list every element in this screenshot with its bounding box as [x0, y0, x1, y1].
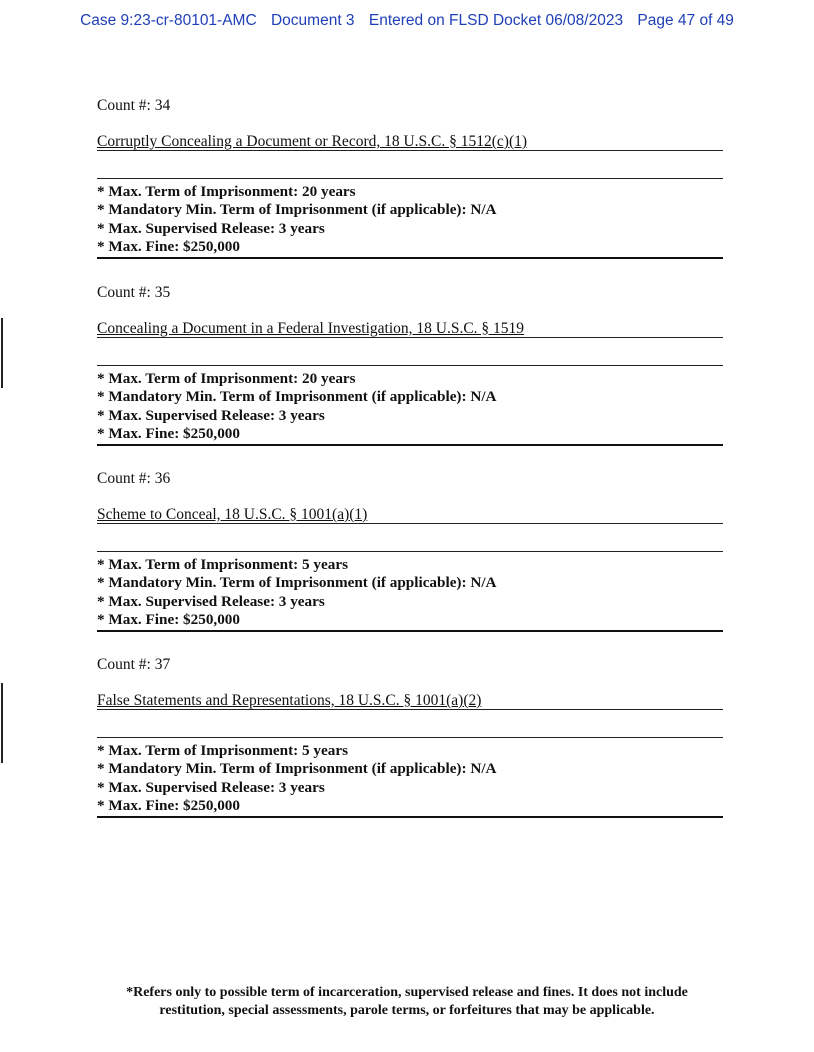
max-supervised-release: * Max. Supervised Release: 3 years [97, 592, 325, 610]
max-imprisonment: * Max. Term of Imprisonment: 5 years [97, 742, 348, 759]
count-number: Count #: 36 [97, 470, 171, 487]
docket-entry-date: Entered on FLSD Docket 06/08/2023 [368, 12, 624, 29]
mandatory-minimum: * Mandatory Min. Term of Imprisonment (if applicable): N/A [97, 388, 497, 406]
penalty-list [97, 183, 723, 259]
scan-artifact [1, 683, 3, 763]
offense-description: False Statements and Representations, 18 U.S.C. § 1001(a)(2) [97, 692, 482, 709]
blank-line [97, 551, 723, 552]
count-number: Count #: 34 [97, 97, 171, 114]
count-section [97, 284, 723, 454]
penalty-list [97, 742, 723, 818]
offense-line [97, 506, 723, 524]
scan-artifact [1, 318, 3, 388]
offense-line [97, 133, 723, 151]
count-section [97, 470, 723, 640]
count-section [97, 97, 723, 267]
mandatory-minimum: * Mandatory Min. Term of Imprisonment (if applicable): N/A [97, 574, 497, 592]
penalty-list [97, 556, 723, 632]
footnote-line: restitution, special assessments, parole terms, or forfeitures that may be applicable. [159, 1003, 655, 1018]
max-supervised-release: * Max. Supervised Release: 3 years [97, 778, 325, 796]
docket-header [0, 12, 814, 30]
penalty-list [97, 370, 723, 446]
max-fine: * Max. Fine: $250,000 [97, 611, 240, 629]
max-imprisonment: * Max. Term of Imprisonment: 20 years [97, 370, 356, 387]
offense-line [97, 692, 723, 710]
offense-description: Corruptly Concealing a Document or Record, 18 U.S.C. § 1512(c)(1) [97, 133, 528, 150]
offense-description: Scheme to Conceal, 18 U.S.C. § 1001(a)(1) [97, 506, 368, 523]
blank-line [97, 178, 723, 179]
footnote-line: *Refers only to possible term of incarceration, supervised release and fines. It does not include [126, 985, 688, 1000]
blank-line [97, 365, 723, 366]
max-imprisonment: * Max. Term of Imprisonment: 5 years [97, 556, 348, 573]
max-supervised-release: * Max. Supervised Release: 3 years [97, 406, 325, 424]
offense-description: Concealing a Document in a Federal Investigation, 18 U.S.C. § 1519 [97, 320, 525, 337]
max-imprisonment: * Max. Term of Imprisonment: 20 years [97, 183, 356, 200]
footnote [60, 984, 754, 1020]
max-supervised-release: * Max. Supervised Release: 3 years [97, 219, 325, 237]
max-fine: * Max. Fine: $250,000 [97, 238, 240, 256]
max-fine: * Max. Fine: $250,000 [97, 425, 240, 443]
offense-line [97, 320, 723, 338]
case-number: Case 9:23-cr-80101-AMC [80, 12, 257, 29]
blank-line [97, 737, 723, 738]
count-number: Count #: 35 [97, 284, 171, 301]
count-section [97, 656, 723, 826]
page-number: Page 47 of 49 [637, 12, 734, 29]
count-number: Count #: 37 [97, 656, 171, 673]
mandatory-minimum: * Mandatory Min. Term of Imprisonment (if applicable): N/A [97, 201, 497, 219]
max-fine: * Max. Fine: $250,000 [97, 797, 240, 815]
mandatory-minimum: * Mandatory Min. Term of Imprisonment (if applicable): N/A [97, 760, 497, 778]
document-number: Document 3 [270, 12, 355, 29]
